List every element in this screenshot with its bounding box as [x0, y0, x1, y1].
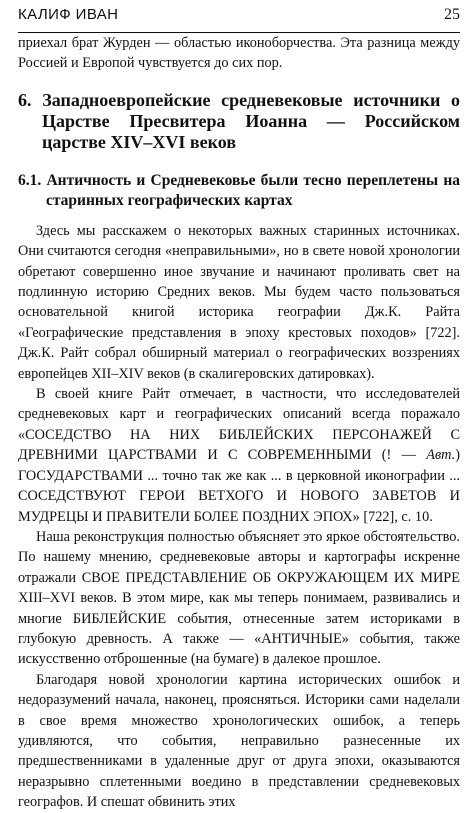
page-number: 25 [444, 6, 460, 23]
paragraph-4: Благодаря новой хронологии картина исторических ошибок и недоразумений начала, наконец, проясняться. Историки сами наделали в свое время множество хронологических ошибок, а теперь удивляются, что события, неправильно разнесенные их предшественниками в удаленные друг от друга эпохи, оказываются неразрывно сплетенными воедино в представлении средневековых географов. И спешат обвинить этих [18, 671, 460, 811]
subsection-heading [18, 171, 460, 211]
paragraph-2-text-b: ) ГОСУДАРСТВАМИ ... точно так же как ... в церковной иконографии ... СОСЕДСТВУЮТ ГЕРОИ ВЕТХОГО И НОВОГО ЗАВЕТОВ И МУДРЕЦЫ И ПРАВИТЕЛИ БОЛЕЕ ПОЗДНИХ ЭПОХ» [722], с. 10. [18, 447, 460, 525]
running-head: КАЛИФ ИВАН [18, 6, 119, 23]
subsection-title: Античность и Средневековье были тесно переплетены на старинных географических картах [46, 171, 461, 209]
page-body [18, 33, 460, 813]
intro-paragraph: приехал брат Журден — областью иконоборчества. Эта разница между Россией и Европой чувствуется до сих пор. [18, 35, 460, 72]
author-note: Авт. [426, 447, 456, 464]
section-title: Западноевропейские средневековые источники о Царстве Пресвитера Иоанна — Российском царстве XIV–XVI веков [42, 89, 461, 152]
paragraph-3: Наша реконструкция полностью объясняет это яркое обстоятельство. По нашему мнению, средневековые авторы и картографы искренне отражали СВОЕ ПРЕДСТАВЛЕНИЕ ОБ ОКРУЖАЮЩЕМ ИХ МИРЕ XIII–XVI веков. В этом мире, как мы теперь понимаем, развивались и многие БИБЛЕЙСКИЕ события, отнесенные затем историками в глубокую древность. А также — «АНТИЧНЫЕ» события, также искусственно отброшенные (на бумаге) в далекое прошлое. [18, 528, 460, 668]
paragraph-2-text-a: В своей книге Райт отмечает, в частности, что исследователей средневековых карт и географических описаний всегда поражало «СОСЕДСТВО НА НИХ БИБЛЕЙСКИХ ПЕРСОНАЖЕЙ С ДРЕВНИМИ ЦАРСТВАМИ И С СОВРЕМЕННЫМИ (! — [18, 386, 460, 464]
paragraph-2 [18, 384, 460, 527]
subsection-number: 6.1. [18, 171, 42, 189]
section-number: 6. [18, 89, 32, 110]
section-heading [18, 90, 460, 153]
paragraph-1: Здесь мы расскажем о некоторых важных старинных источниках. Они считаются сегодня «неправильными», но в свете новой хронологии обретают совершенно иное звучание и начинают проливать свет на подлинную историю Средних веков. Мы будем часто пользоваться основательной книгой историка географии Дж.К. Райта «Географические представления в эпоху крестовых походов» [722]. Дж.К. Райт собрал обширный материал о географических воззрениях европейцев XII–XIV веков (в скалигеровских датировках). [18, 222, 460, 382]
page-header [18, 6, 460, 33]
book-page [0, 6, 476, 811]
